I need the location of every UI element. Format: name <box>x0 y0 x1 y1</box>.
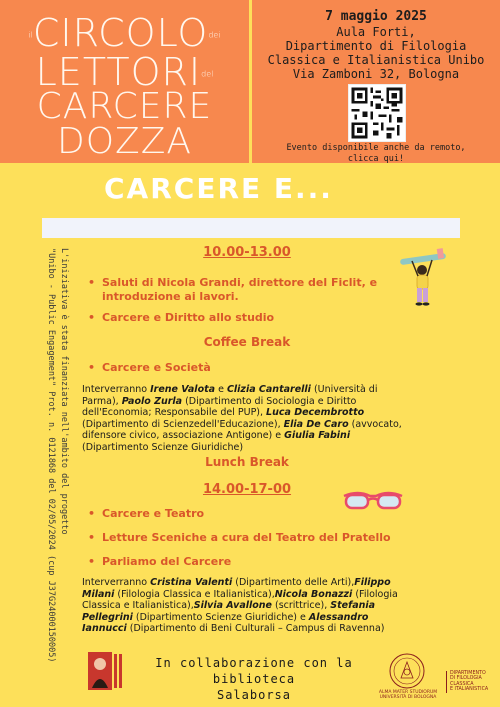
university-name: ALMA MATER STUDIORUM UNIVERSITÀ DI BOLOGNA <box>378 690 438 700</box>
main-title: CARCERE E... <box>104 172 333 205</box>
afternoon-speakers: Interverranno Cristina Valenti (Dipartimento delle Arti),Filippo Milani (Filologia Classica e Italianistica),Nicola Bonazzi (Filologia Classica e Italianistica),Silvia Avallone (scrittrice), Stefania Pellegrini (Dipartimento Scienze Giuridiche) e Alessandro Iannucci (Dipartimento di Beni Culturali – Campus di Ravenna) <box>82 577 398 634</box>
logo-line-2: LETTORIdel <box>35 50 214 94</box>
event-address: Via Zamboni 32, Bologna <box>292 67 460 81</box>
department-name: DIPARTIMENTO DI FILOLOGIA CLASSICA E ITALIANISTICA <box>446 671 500 693</box>
qr-code[interactable] <box>348 84 406 142</box>
library-logo <box>86 650 128 694</box>
qr-code-icon <box>349 85 405 141</box>
logo-line-4: DOZZA <box>56 121 192 162</box>
afternoon-item-1: • Carcere e Teatro <box>88 507 422 521</box>
circolo-logo <box>0 0 249 163</box>
morning-time: 10.00-13.00 <box>203 245 291 260</box>
funding-note: L'iniziativa è stata finanziata nell'ambito del progetto "Unibo - Public Engagement" Prot. n. 0121868 del 02/05/2024 (cup J37G24000150005) <box>46 248 69 663</box>
event-dept-1: Dipartimento di Filologia <box>285 39 467 53</box>
morning-speakers: Interverranno Irene Valota e Clizia Cantarelli (Università di Parma), Paolo Zurla (Dipartimento di Sociologia e Diritto dell'Economia; Responsabile del PUP), Luca Decembrotto (Dipartimento di Scienzedell'Educazione), Elia De Caro (avvocato, difensore civico, associazione Antigone) e Giulia Fabini (Dipartimento Scienze Giuridiche) <box>82 384 402 453</box>
collaboration-note: In collaborazione con la biblioteca Salaborsa <box>155 656 353 702</box>
lunch-break: Lunch Break <box>205 455 289 469</box>
afternoon-item-2: • Letture Sceniche a cura del Teatro del Pratello <box>88 531 422 545</box>
coffee-break: Coffee Break <box>203 335 291 349</box>
event-room: Aula Forti, <box>336 25 416 39</box>
event-dept-2: Classica e Italianistica Unibo <box>267 53 485 67</box>
afternoon-item-3: • Parliamo del Carcere <box>88 555 422 569</box>
morning-item-1: • Saluti di Nicola Grandi, direttore del Ficlit, e introduzione ai lavori. <box>88 276 422 304</box>
logo-line-3: CARCERE <box>36 86 213 127</box>
remote-note[interactable]: Evento disponibile anche da remoto, clicca qui! <box>286 143 466 164</box>
afternoon-time: 14.00-17-00 <box>202 482 292 497</box>
morning-item-2: • Carcere e Diritto allo studio <box>88 311 422 325</box>
event-info <box>252 0 500 163</box>
morning-item-3: • Carcere e Società <box>88 361 422 375</box>
logo-line-1: ilCIRCOLOdei <box>28 11 221 55</box>
event-date: 7 maggio 2025 <box>325 9 427 24</box>
university-seal-icon <box>388 652 426 690</box>
title-underline-bar <box>42 218 460 238</box>
